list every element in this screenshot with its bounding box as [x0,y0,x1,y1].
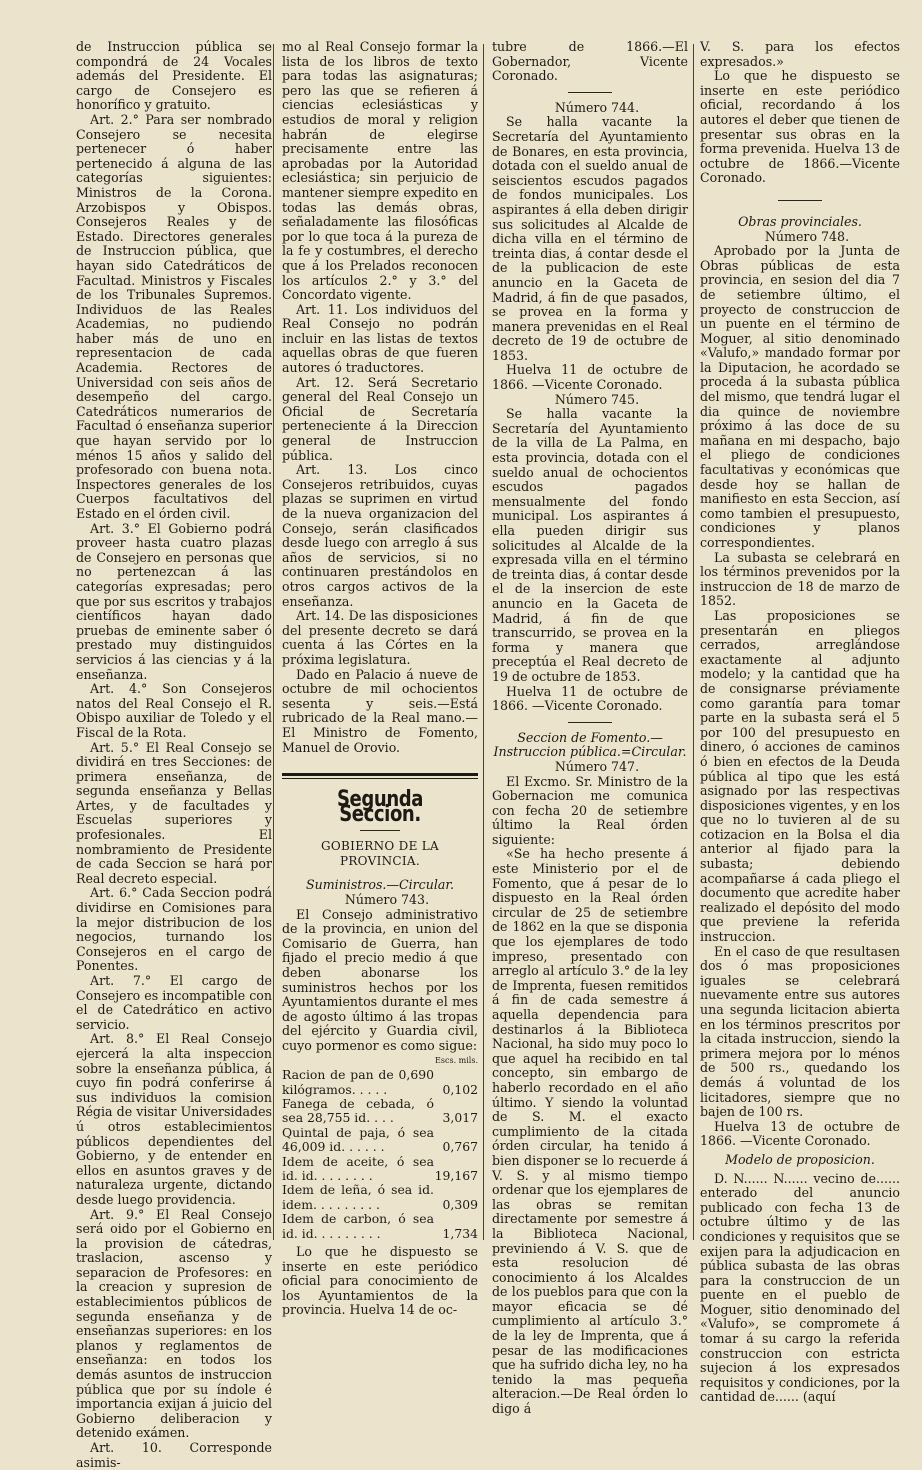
notice-number: Número 745. [554,391,640,407]
signature: Huelva 11 de octubre de 1866. —Vicente Coronado. [492,683,688,714]
notice-748-licitacion: En el caso de que resultasen dos ó mas proposiciones iguales se celebrará nuevamente entre sus autores una segunda licitacion abierta en los términos prescritos por la citada instruccion, siendo la primera mejora por lo ménos de 500 rs., quedando los demás á voluntad de los licitadores, siempre que no bajen de 100 rs. [700,943,900,1120]
price-value: 0,309 [442,1196,478,1212]
table-row [282,1126,478,1155]
price-value: 0,767 [442,1139,478,1155]
price-units-header: Escs. mils. [435,1055,478,1065]
notice-747-order: «Se ha hecho presente á este Ministerio por el de Fomento, que á pesar de lo dispuesto en la Real órden circular de 25 de setiembre de 1862 en la que se disponia que los ejemplares de todo impreso, presentado con arreglo al artículo 3.° de la ley de Imprenta, fuesen remitidos á fin de cada semestre á aquella dependencia para destinarlos á la Biblioteca Nacional, ha sido muy poco lo que aquel ha recibido en tal concepto, sin embargo de haberlo recordado en el año último. Y siendo la voluntad de S. M. el exacto cumplimiento de la citada órden circular, ha tenido á bien disponer se lo recuerde á V. S. y al mismo tiempo ordenar que los ejemplares de las obras se remitan directamente por semestre á la Biblioteca Nacional, previniendo á V. S. que de esta resolucion dé conocimiento á los Alcaldes de los pueblos para que con la mayor eficacia se dé cumplimiento al artículo 3.° de la ley de Imprenta, que á pesar de las modificaciones que ha sufrido dicha ley, no ha tenido la mas pequeña alteracion.—De Real órden lo digo á [492,846,688,1417]
table-row [282,1212,478,1241]
price-item: Idem de leña, ó sea id. idem. . . . . . . . . [282,1182,434,1212]
price-item: Quintal de paja, ó sea 46,009 id. . . . . . [282,1124,434,1155]
article-11: Art. 11. Los individuos del Real Consejo no podrán incluir en las listas de textos aquellas obras de que fueren autores ó traductores. [282,301,478,376]
column-3 [492,39,688,1417]
table-row [282,1155,478,1184]
section-title: Segunda Seccion. [336,787,424,827]
section-rule [282,773,478,776]
price-item: Racion de pan de 0,690 kilógramos. . . . . [282,1067,434,1097]
column-rule [483,44,484,1240]
article-12: Art. 12. Será Secretario general del Real Consejo un Oficial de Secretaría perteneciente á la Direccion general de Instruccion pública. [282,374,478,463]
column-rule [273,44,274,1240]
notice-number: Número 748. [764,228,850,244]
obras-heading: Obras provinciales. [738,213,862,229]
article-5: Art. 5.° El Real Consejo se dividirá en tres Secciones: de primera enseñanza, de segunda enseñanza y Bellas Artes, y de facultades y Escuelas superiores y profesionales. El nombramiento de Presidente de cada Seccion se hará por Real decreto especial. [76,739,272,886]
article-9: Art. 9.° El Real Consejo será oido por el Gobierno en la provision de cátedras, traslacion, ascenso y separacion de Profesores: en la creacion y supresion de establecimientos públicos de segunda enseñanza y de enseñanzas superiores: en los planos y reglamentos de enseñanza: en todos los demás asuntos de instruccion pública que por su índole é importancia exijan á juicio del Gobierno deliberacion y detenido exámen. [76,1206,272,1441]
fomento-heading: Seccion de Fomento.—Instruccion pública.=Circular. [493,729,687,760]
signature: tubre de 1866.—El Gobernador, Vicente Coronado. [492,39,688,84]
price-item: Fanega de cebada, ó sea 28,755 id. . . . [282,1096,434,1126]
suministros-heading: Suministros.—Circular. [305,877,455,893]
notice-748-subasta: La subasta se celebrará en los términos prevenidos por la instruccion de 18 de marzo de 1852. [700,549,900,609]
price-value: 19,167 [434,1168,478,1184]
notice-747-closing: Lo que he dispuesto se inserte en este periódico oficial, recordando á los autores el deber que tienen de presentar sus obras en la forma prevenida. Huelva 13 de octubre de 1866.—Vicente Coronado. [700,68,900,186]
model-heading: Modelo de proposicion. [725,1151,875,1167]
price-value: 0,102 [442,1081,478,1097]
signature: Huelva 13 de octubre de 1866. —Vicente Coronado. [700,1118,900,1149]
divider [568,92,612,93]
notice-number: Número 747. [554,758,640,774]
notice-744: Se halla vacante la Secretaría del Ayuntamiento de Bonares, en esta provincia, dotada con el sueldo anual de seiscientos escudos pagados de fondos municipales. Los aspirantes á ella deben dirigir sus solicitudes al Alcalde de dicha villa en el término de treinta dias, á contar desde el de la publicacion de este anuncio en la Gaceta de Madrid, á fin de que pasados, se provea en la forma y manera prevenidas en el Real decreto de 19 de octubre de 1853. [492,114,688,363]
price-item: Idem de carbon, ó sea id. id. . . . . . . . . [282,1211,434,1241]
table-row [282,1068,478,1097]
section-rule [282,778,478,779]
column-2 [282,39,478,1318]
column-1 [76,39,272,1470]
article-2: Art. 2.° Para ser nombrado Consejero se necesita pertenecer ó haber pertenecido á alguna de las categorías siguientes: Ministros de la Corona. Arzobispos y Obispos. Consejeros Reales y de Estado. Directores generales de Instruccion pública, que hayan sido Catedráticos de Facultad. Ministros y Fiscales de los Tribunales Supremos. Individuos de las Reales Academias, no pudiendo haber más de uno en representacion de cada Academia. Rectores de Universidad con seis años de desempeño del cargo. Catedráticos numerarios de Facultad ó enseñanza superior que hayan servido por lo ménos 15 años y salido del profesorado con buena nota. Inspectores generales de los Cuerpos facultativos del Estado en el órden civil. [76,111,272,521]
article-10: Art. 10. Corresponde asimis- [76,1440,272,1470]
model-proposal: D. N...... N...... vecino de...... enterado del anuncio publicado con fecha 13 de octubre último y de las condiciones y requisitos que se exijen para la adjudicacion en pública subasta de las obras para la construccion de un puente en el pueblo de Moguer, sitio denominado del «Valufo», se compromete á tomar á su cargo la referida construccion con estricta sujecion á los expresados requisitos y condiciones, por la cantidad de...... (aquí [700,1170,900,1405]
article-text: mo al Real Consejo formar la lista de los libros de texto para todas las asignaturas; pero las que se refieren á ciencias eclesiásticas y estudios de moral y religion habrán de elegirse precisamente entre las aprobadas por la Autoridad eclesiástica; sin perjuicio de mantener siempre expedito en todas las demás obras, señaladamente las filosóficas por lo que toca á la pureza de la fe y costumbres, el derecho que á los Prelados reconocen los artículos 2.° y 3.° del Concordato vigente. [282,39,478,303]
article-13: Art. 13. Los cinco Consejeros retribuidos, cuyas plazas se suprimen en virtud de la nueva organizacion del Consejo, serán clasificados desde luego con arreglo á sus años de servicios, si no continuaren prestándolos en otros cargos activos de la enseñanza. [282,462,478,609]
notice-number: Número 744. [554,99,640,115]
price-item: Idem de aceite, ó sea id. id. . . . . . . . [282,1153,434,1184]
notice-748: Aprobado por la Junta de Obras públicas de esta provincia, en sesion del dia 7 de setiembre último, el proyecto de construccion de un puente en el término de Moguer, al sitio denominado «Valufo,» mandado formar por la Diputacion, he acordado se proceda á la subasta pública del mismo, que tendrá lugar el dia quince de noviembre próximo á las doce de su mañana en mi despacho, bajo el pliego de condiciones facultativas y económicas que desde hoy se hallan de manifiesto en esta Seccion, así como tambien el presupuesto, condiciones y planos correspondientes. [700,243,900,550]
signature: Huelva 11 de octubre de 1866. —Vicente Coronado. [492,362,688,393]
order-closing: V. S. para los efectos expresados.» [700,39,900,69]
article-6: Art. 6.° Cada Seccion podrá dividirse en Comisiones para la mejor distribucion de los negocios, turnando los Consejeros en el cargo de Ponentes. [76,885,272,974]
article-14: Art. 14. De las disposiciones del presente decreto se dará cuenta á las Córtes en la próxima legislatura. [282,608,478,667]
column-4 [700,39,900,1405]
article-3: Art. 3.° El Gobierno podrá proveer hasta cuatro plazas de Consejero en personas que no pertenezcan á las categorías expresadas; pero que por sus escritos y trabajos científicos hayan dado pruebas de eminente saber ó prestado muy distinguidos servicios á las ciencias y á la enseñanza. [76,520,272,682]
divider [568,722,612,723]
price-table [282,1068,478,1241]
table-row [282,1097,478,1126]
decree-signature: Dado en Palacio á nueve de octubre de mil ochocientos sesenta y seis.—Está rubricado de la Real mano.—El Ministro de Fomento, Manuel de Orovio. [282,666,478,755]
notice-743: El Consejo administrativo de la provincia, en union del Comisario de Guerra, han fijado el precio medio á que deben abonarse los suministros hechos por los Ayuntamientos durante el mes de agosto último á las tropas del ejército y Guardia civil, cuyo pormenor es como sigue: [282,906,478,1053]
divider [360,830,400,831]
notice-743-closing: Lo que he dispuesto se inserte en este periódico oficial para conocimiento de los Ayuntamientos de la provincia. Huelva 14 de oc- [282,1244,478,1318]
article-7: Art. 7.° El cargo de Consejero es incompatible con el de Catedrático en activo servicio. [76,973,272,1032]
price-value: 3,017 [442,1110,478,1126]
article-text: de Instruccion pública se compondrá de 24 Vocales además del Presidente. El cargo de Consejero es honorífico y gratuito. [76,39,272,113]
price-value: 1,734 [442,1225,478,1241]
article-4: Art. 4.° Son Consejeros natos del Real Consejo el R. Obispo auxiliar de Toledo y el Fiscal de la Rota. [76,681,272,740]
notice-745: Se halla vacante la Secretaría del Ayuntamiento de la villa de La Palma, en esta provincia, dotada con el sueldo anual de ochocientos escudos pagados mensualmente del fondo municipal. Los aspirantes á ella pueden dirigir sus solicitudes al Alcalde de la expresada villa en el término de treinta dias, á contar desde el de la insercion de este anuncio en la Gaceta de Madrid, á fin de que transcurrido, se provea en la forma y manera que preceptúa el Real decreto de 19 de octubre de 1853. [492,406,688,684]
divider [778,200,822,201]
column-rule [693,44,694,1240]
notice-748-proposiciones: Las proposiciones se presentarán en pliegos cerrados, arreglándose exactamente al adjunto modelo; y la cantidad que ha de consignarse préviamente como garantía para tomar parte en la subasta será el 5 por 100 del presupuesto en dinero, ó acciones de caminos ó bien en efectos de la Deuda pública al tipo que les está asignado por las respectivas disposiciones vigentes, y en los que no lo tuvieren al de su cotizacion en la Bolsa el dia anterior al fijado para la subasta; debiendo acompañarse á cada pliego el documento que acredite haber realizado el depósito del modo que previene la referida instruccion. [700,607,900,945]
notice-747-intro: El Excmo. Sr. Ministro de la Gobernacion me comunica con fecha 20 de setiembre último la Real órden siguiente: [492,773,688,847]
notice-number: Número 743. [344,892,430,908]
table-row [282,1183,478,1212]
article-8: Art. 8.° El Real Consejo ejercerá la alta inspeccion sobre la enseñanza pública, á cuyo fin podrá conferirse á sus individuos la comision Régia de visitar Universidades ú otros establecimientos públicos dependientes del Gobierno, y de entender en ellos en asuntos graves y de naturaleza urgente, dictando desde luego providencia. [76,1031,272,1207]
government-heading: GOBIERNO DE LA PROVINCIA. [321,839,439,868]
